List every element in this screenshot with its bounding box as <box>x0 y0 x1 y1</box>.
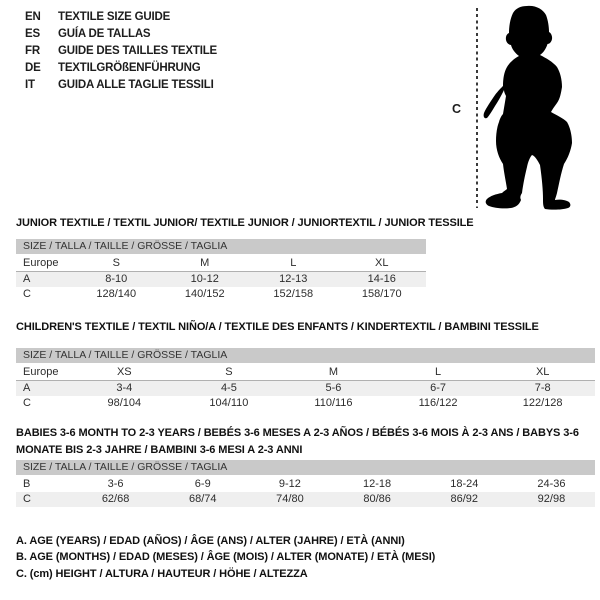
table-cell: 122/128 <box>522 397 563 409</box>
table-cell: 12-13 <box>279 273 308 285</box>
table-cell: L <box>290 257 297 269</box>
legend-line-c: C. (cm) HEIGHT / ALTURA / HAUTEUR / HÖHE / ALTEZZA <box>16 567 308 580</box>
table-cell: 110/116 <box>314 397 353 409</box>
lang-row-en <box>25 9 217 26</box>
table-cell: 9-12 <box>278 478 301 490</box>
legend-line-a: A. AGE (YEARS) / EDAD (AÑOS) / ÂGE (ANS) / ALTER (JAHRE) / ETÀ (ANNI) <box>16 535 405 547</box>
lang-title: TEXTILE SIZE GUIDE <box>58 11 171 23</box>
table-cell: 128/140 <box>96 288 137 300</box>
table-cell: M <box>200 257 210 269</box>
table-cell: 24-36 <box>537 478 566 490</box>
table-cell: XL <box>375 257 389 269</box>
table-row-c <box>16 287 426 302</box>
table-cell: 7-8 <box>534 382 551 394</box>
table-cell: 6-7 <box>430 382 447 394</box>
lang-code: DE <box>25 62 41 74</box>
table-cell: 8-10 <box>105 273 128 285</box>
table-cell: 98/104 <box>107 397 142 409</box>
row-label: B <box>23 478 31 490</box>
table-cell: XL <box>535 366 550 378</box>
table-cell: 158/170 <box>361 288 402 300</box>
table-cell: 3-4 <box>116 382 133 394</box>
lang-title: GUIDE DES TAILLES TEXTILE <box>58 45 217 57</box>
children-section-title: CHILDREN'S TEXTILE / TEXTIL NIÑO/A / TEXTILE DES ENFANTS / KINDERTEXTIL / BAMBINI TESSILE <box>16 321 539 333</box>
lang-code: EN <box>25 11 41 23</box>
lang-code: ES <box>25 28 40 40</box>
measurement-legend <box>16 533 435 582</box>
table-row-a <box>16 381 595 396</box>
babies-size-table <box>16 460 595 507</box>
table-cell: 140/152 <box>184 288 225 300</box>
table-cell: 80/86 <box>363 493 391 505</box>
language-title-list <box>25 9 217 94</box>
legend-line-b: B. AGE (MONTHS) / EDAD (MESES) / ÂGE (MOIS) / ALTER (MONATE) / ETÀ (MESI) <box>16 551 436 564</box>
lang-code: IT <box>25 79 35 91</box>
table-cell: 92/98 <box>537 493 566 505</box>
row-label: A <box>23 273 31 285</box>
table-cell: 18-24 <box>450 478 479 490</box>
table-cell: 14-16 <box>367 273 396 285</box>
lang-title: TEXTILGRÖßENFÜHRUNG <box>58 62 201 74</box>
table-cell: 10-12 <box>190 273 219 285</box>
table-cell: 152/158 <box>273 288 314 300</box>
table-cell: 12-18 <box>363 478 392 490</box>
table-row-europe <box>16 365 595 381</box>
size-header-bar: SIZE / TALLA / TAILLE / GRÖSSE / TAGLIA <box>16 348 595 363</box>
table-cell: 62/68 <box>101 493 130 505</box>
junior-section-title: JUNIOR TEXTILE / TEXTIL JUNIOR/ TEXTILE JUNIOR / JUNIORTEXTIL / JUNIOR TESSILE <box>16 217 474 229</box>
lang-row-it <box>25 77 217 94</box>
row-label: C <box>23 397 31 409</box>
children-size-table <box>16 348 595 411</box>
junior-size-table <box>16 239 426 302</box>
table-row-c <box>16 396 595 411</box>
table-cell: 68/74 <box>188 493 217 505</box>
table-cell: M <box>328 366 339 378</box>
lang-row-de <box>25 60 217 77</box>
table-row-europe <box>16 256 426 272</box>
table-cell: 116/122 <box>418 397 458 409</box>
lang-title: GUÍA DE TALLAS <box>58 28 151 40</box>
table-cell: 104/110 <box>209 397 249 409</box>
row-label: Europe <box>23 257 59 269</box>
size-header-bar: SIZE / TALLA / TAILLE / GRÖSSE / TAGLIA <box>16 460 595 475</box>
table-cell: 4-5 <box>220 382 237 394</box>
row-label: Europe <box>23 366 59 378</box>
table-cell: S <box>112 257 120 269</box>
table-cell: XS <box>116 366 132 378</box>
toddler-silhouette-icon <box>483 3 599 213</box>
babies-section-title: BABIES 3-6 MONTH TO 2-3 YEARS / BEBÉS 3-6 MESES A 2-3 AÑOS / BÉBÉS 3-6 MOIS À 2-3 ANS / BABYS 3-6 MONATE BIS 2-3 JAHRE / BAMBINI 3-6 MESI A 2-3 ANNI <box>16 427 579 456</box>
table-cell: 5-6 <box>325 382 342 394</box>
lang-row-es <box>25 26 217 43</box>
size-header-bar: SIZE / TALLA / TAILLE / GRÖSSE / TAGLIA <box>16 239 426 254</box>
table-cell: 6-9 <box>194 478 211 490</box>
lang-code: FR <box>25 45 40 57</box>
table-row-c <box>16 492 595 507</box>
lang-title: GUIDA ALLE TAGLIE TESSILI <box>58 79 214 91</box>
height-measure-label: C <box>452 102 462 116</box>
table-cell: 3-6 <box>107 478 124 490</box>
row-label: C <box>23 493 31 505</box>
table-cell: S <box>225 366 233 378</box>
table-row-a <box>16 272 426 287</box>
row-label: C <box>23 288 31 300</box>
lang-row-fr <box>25 43 217 60</box>
table-row-b <box>16 477 595 492</box>
height-measure-dotted-line <box>476 8 478 208</box>
table-cell: L <box>435 366 442 378</box>
table-cell: 86/92 <box>450 493 479 505</box>
row-label: A <box>23 382 31 394</box>
table-cell: 74/80 <box>276 493 304 505</box>
